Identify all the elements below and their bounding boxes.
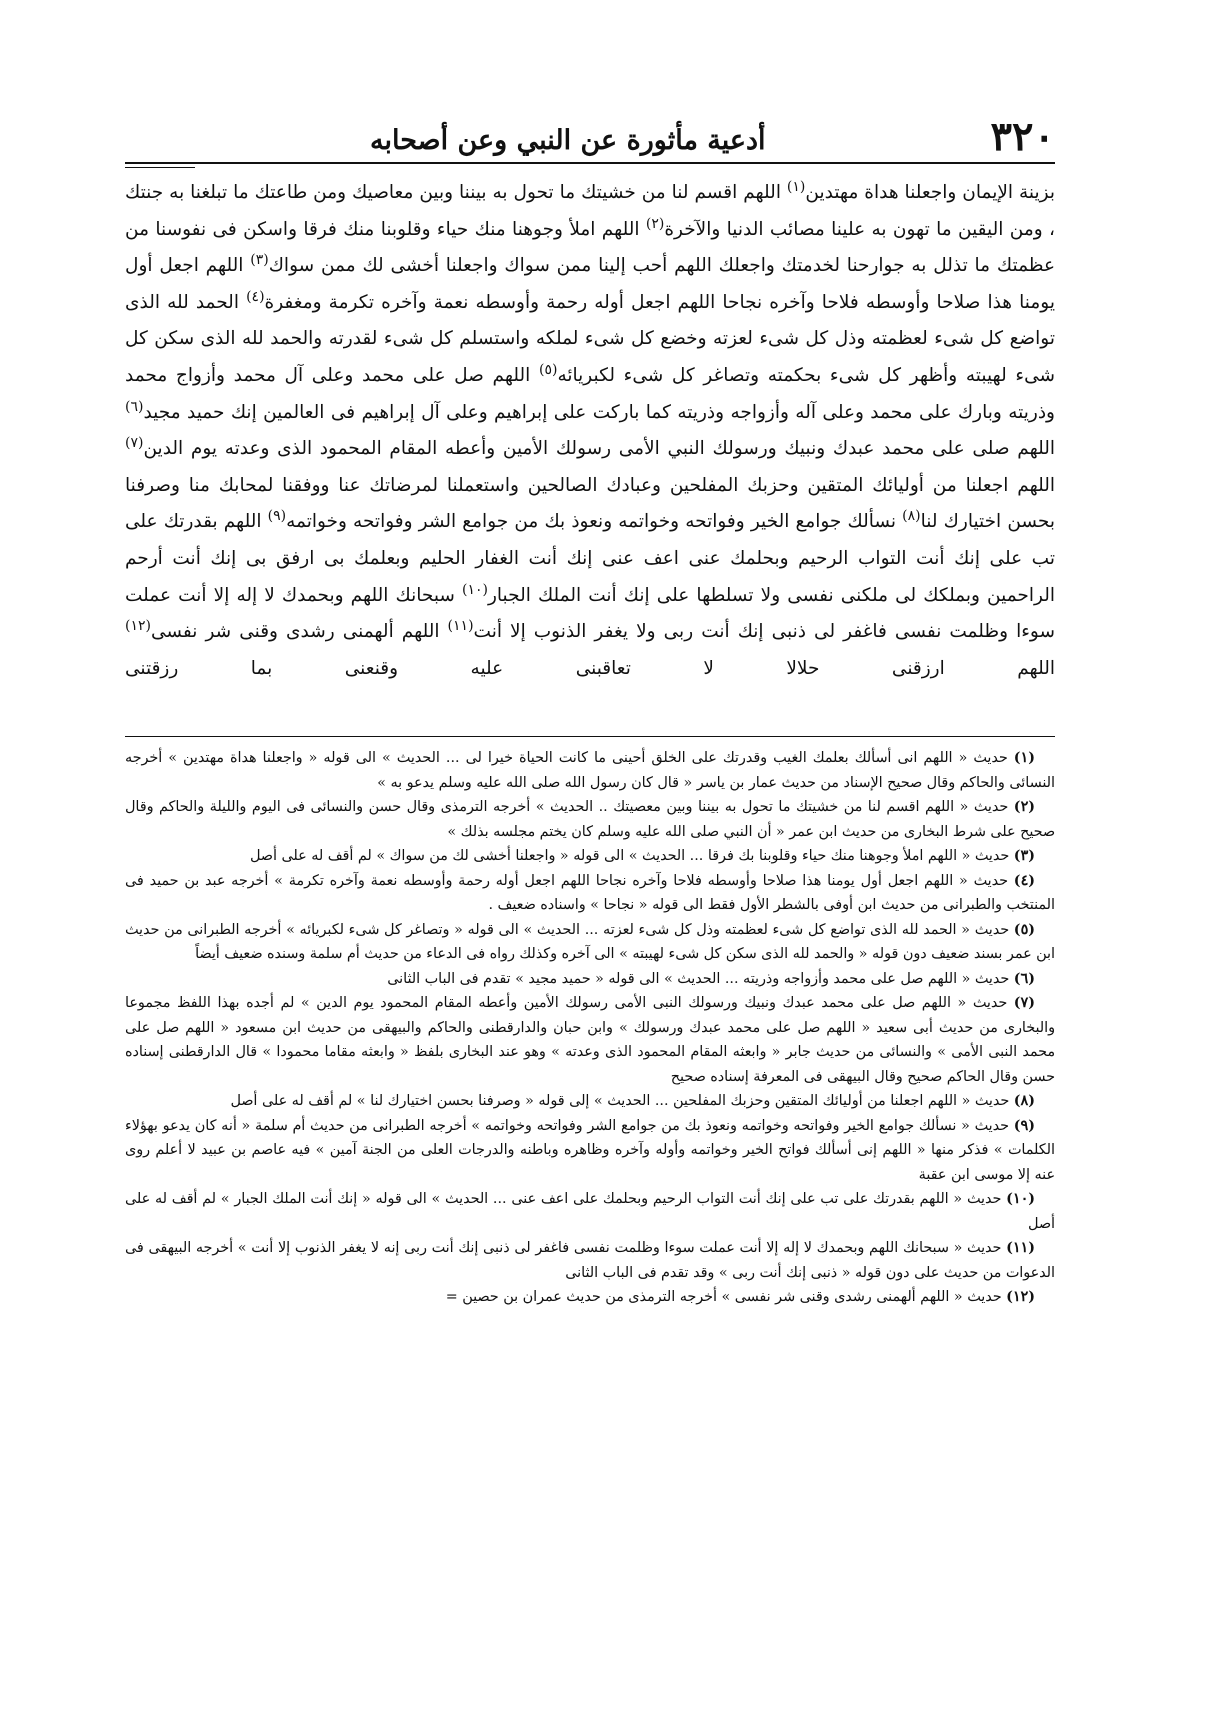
text-segment: اللهم صل على محمد وعلى آل محمد وأزواج محمد وذريته وبارك على محمد وعلى آله وأزواجه وذريته كما باركت على إبراهيم وعلى آل إبراهيم فى العالمين إنك حميد مجيد <box>125 364 1055 423</box>
text-segment: بزينة الإيمان واجعلنا هداة مهتدين <box>805 182 1055 203</box>
page-number: ٣٢٠ <box>990 113 1055 160</box>
footnote-text: حديث « اللهم انى أسألك بعلمك الغيب وقدرتك على الخلق أحينى ما كانت الحياة خيرا لى ... الحديث » الى قوله « واجعلنا هداة مهتدين » أخرجه النسائى والحاكم وقال صحيح الإسناد من حديث عمار بن ياسر « قال كان رسول الله صلى الله عليه وسلم يدعو به » <box>125 750 1055 791</box>
footnote-rule <box>125 736 1055 737</box>
footnote-number: (١١) <box>1006 1240 1035 1256</box>
footnote <box>125 967 1055 992</box>
footnote-text: حديث « اللهم املأ وجوهنا منك حياء وقلوبنا بك فرقا ... الحديث » الى قوله « واجعلنا أخشى لك من سواك » لم أقف له على أصل <box>249 848 1010 864</box>
footnote <box>125 918 1055 967</box>
footnote-text: حديث « الحمد لله الذى تواضع كل شىء لعظمته وذل كل شىء لعزته ... الحديث » الى قوله « وتصاغر كل شىء لكبريائه » أخرجه الطبرانى من حديث ابن عمر بسند ضعيف دون قوله « والحمد لله الذى سكن كل شىء لهيبته » الى آخره وكذلك رواه فى الدعاء من حديث أم سلمة وسنده ضعيف أيضاً <box>125 921 1055 962</box>
footnote-number: (١٢) <box>1006 1289 1035 1305</box>
footnote <box>125 869 1055 918</box>
footnote-number: (١٠) <box>1006 1191 1036 1207</box>
note-ref: (٧) <box>125 435 144 451</box>
footnote-number: (٥) <box>1013 921 1036 938</box>
text-segment: اللهم ألهمنى رشدى وقنى شر نفسى <box>150 621 448 643</box>
text-segment: الحمد لله الذى تواضع كل شىء لعظمته وذل كل شىء لعزته وخضع كل شىء لملكه واستسلم كل شىء لقدرته والحمد لله الذى سكن كل شىء لهيبته وأظهر كل شىء بحكمته وتصاغر كل شىء لكبريائه <box>125 291 1055 386</box>
footnote-number: (٧) <box>1013 995 1035 1011</box>
footnote-text: حديث « نسألك جوامع الخير وفواتحه وخواتمه ونعوذ بك من جوامع الشر وفواتحه وخواتمه » أخرجه الطبرانى من حديث أم سلمة « أنه كان يدعو بهؤلاء الكلمات » فذكر منها « اللهم إنى أسألك فواتح الخير وخواتمه وأوله وآخره وظاهره وباطنه والدرجات العلى من الجنة آمين » فيه عاصم بن عبيد لا أعلم روى عنه إلا موسى ابن عقبة <box>125 1117 1055 1183</box>
text-segment: اللهم املأ وجوهنا منك حياء وقلوبنا منك فرقا واسكن فى نفوسنا من عظمتك ما تذلل به جوارحنا لخدمتك واجعلك اللهم أحب إلينا ممن سواك واجعلنا أخشى لك ممن سواك <box>125 218 1055 277</box>
note-ref: (١١) <box>447 617 474 634</box>
note-ref: (٥) <box>538 361 558 378</box>
footnote-number: (٣) <box>1013 848 1035 864</box>
note-ref: (١٠) <box>462 581 488 598</box>
note-ref: (٦) <box>125 398 144 415</box>
text-segment: اللهم اجعلنا من أوليائك المتقين وحزبك المفلحين وعبادك الصالحين واستعملنا لمرضاتك عنا ووفقنا لمحابك منا وصرفنا بحسن اختيارك لنا <box>125 474 1055 533</box>
text-segment: اللهم ارزقنى حلالا لا تعاقبنى عليه وقنعنى بما رزقتنى <box>125 657 1055 679</box>
footnote <box>125 844 1055 869</box>
footnote-number: (٢) <box>1013 799 1036 815</box>
text-segment: اللهم بقدرتك على تب على إنك أنت التواب الرحيم وبحلمك عنى اعف عنى إنك أنت الغفار الحليم وبعلمك بى ارفق بى إنك أنت أرحم الراحمين وبملكك لى ملكنى نفسى ولا تسلطها على إنك أنت الملك الجبار <box>125 511 1055 606</box>
footnote-text: حديث « اللهم اقسم لنا من خشيتك ما تحول به بيننا وبين معصيتك .. الحديث » أخرجه الترمذى وقال حسن والنسائى فى اليوم والليلة والحاكم وقال صحيح على شرط البخارى من حديث ابن عمر « أن النبي صلى الله عليه وسلم كان يختم مجلسه بذلك » <box>125 799 1055 840</box>
text-segment: اللهم اجعل أول يومنا هذا صلاحا وأوسطه فلاحا وآخره نجاحا اللهم اجعل أوله رحمة وأوسطه نعمة وآخره تكرمة ومغفرة <box>125 255 1055 313</box>
note-ref: (٣) <box>250 252 269 269</box>
footnote-text: حديث « اللهم اجعل أول يومنا هذا صلاحا وأوسطه فلاحا وآخره نجاحا اللهم اجعل أوله رحمة وأوسطه نعمة وآخره تكرمة » أخرجه عبد بن حميد فى المنتخب والطبرانى من حديث ابن أوفى بالشطر الأول فقط الى قوله « نجاحا » واسناده ضعيف . <box>125 872 1055 913</box>
note-ref: (٨) <box>902 508 921 525</box>
footnote <box>125 1285 1055 1310</box>
footnote-number: (١) <box>1013 750 1035 766</box>
note-ref: (١٢) <box>125 617 151 634</box>
header-rule <box>125 162 1055 164</box>
footnote <box>125 1089 1055 1114</box>
text-segment: اللهم اقسم لنا من خشيتك ما تحول به بيننا وبين معاصيك ومن طاعتك ما تبلغنا به جنتك ، ومن اليقين ما تهون به علينا مصائب الدنيا والآخرة <box>125 182 1055 240</box>
footnote <box>125 795 1055 844</box>
note-ref: (١) <box>786 178 806 195</box>
footnote-number: (٨) <box>1013 1093 1035 1109</box>
note-ref: (٢) <box>645 215 665 232</box>
footnote-text: حديث « اللهم صل على محمد عبدك ونبيك ورسولك النبى الأمى رسولك الأمين وأعطه المقام المحمود يوم الدين » لم أجده بهذا اللفظ مجموعا والبخارى من حديث أبى سعيد « اللهم صل على محمد عبدك ورسولك » وابن حبان والدارقطنى والحاكم والبيهقى من حديث ابن مسعود « اللهم صل على محمد النبى الأمى » والنسائى من حديث جابر « وابعثه المقام المحمود الذى وعدته » وهو عند البخارى بلفظ « وابعثه مقاما محمودا » قال الدارقطنى إسناده حسن وقال الحاكم صحيح وقال البيهقى فى المعرفة إسناده صحيح <box>125 995 1055 1085</box>
footnote-text: حديث « اللهم بقدرتك على تب على إنك أنت التواب الرحيم وبحلمك على اعف عنى ... الحديث » الى قوله « إنك أنت الملك الجبار » لم أقف له على أصل <box>125 1191 1055 1232</box>
footnote-text: حديث « اللهم ألهمنى رشدى وقنى شر نفسى » أخرجه الترمذى من حديث عمران بن حصين = <box>445 1289 1002 1305</box>
footnote <box>125 1236 1055 1285</box>
footnote <box>125 746 1055 795</box>
footnote <box>125 1187 1055 1236</box>
footnote-text: حديث « سبحانك اللهم وبحمدك لا إله إلا أنت عملت سوءا وظلمت نفسى فاغفر لى ذنبى إنك أنت ربى إنه لا يغفر الذنوب إلا أنت » أخرجه البيهقى فى الدعوات من حديث على دون قوله « ذنبى إنك أنت ربى » وقد تقدم فى الباب الثانى <box>125 1240 1055 1281</box>
note-ref: (٩) <box>267 508 287 525</box>
text-segment: اللهم صلى على محمد عبدك ونبيك ورسولك النبي الأمى رسولك الأمين وأعطه المقام المحمود الذى وعدته يوم الدين <box>143 438 1055 460</box>
main-text <box>125 175 1055 727</box>
note-ref: (٤) <box>246 288 265 305</box>
footnote-number: (٩) <box>1013 1117 1035 1134</box>
footnote-text: حديث « اللهم صل على محمد وأزواجه وذريته ... الحديث » الى قوله « حميد مجيد » تقدم فى الباب الثانى <box>387 970 1010 987</box>
footnotes <box>125 746 1055 1487</box>
footnote-text: حديث « اللهم اجعلنا من أوليائك المتقين وحزبك المفلحين ... الحديث » إلى قوله « وصرفنا بحسن اختيارك لنا » لم أقف له على أصل <box>230 1093 1010 1109</box>
footnote <box>125 1114 1055 1188</box>
text-segment: سبحانك اللهم وبحمدك لا إله إلا أنت عملت سوءا وظلمت نفسى فاغفر لى ذنبى إنك أنت ربى ولا يغفر الذنوب إلا أنت <box>125 584 1055 643</box>
running-title: أدعية مأثورة عن النبي وعن أصحابه <box>370 125 766 156</box>
footnote <box>125 991 1055 1089</box>
text-segment: نسألك جوامع الخير وفواتحه وخواتمه ونعوذ بك من جوامع الشر وفواتحه وخواتمه <box>286 511 903 533</box>
page-header <box>130 105 1055 160</box>
footnote-number: (٤) <box>1013 872 1036 889</box>
footnote-number: (٦) <box>1013 970 1035 987</box>
